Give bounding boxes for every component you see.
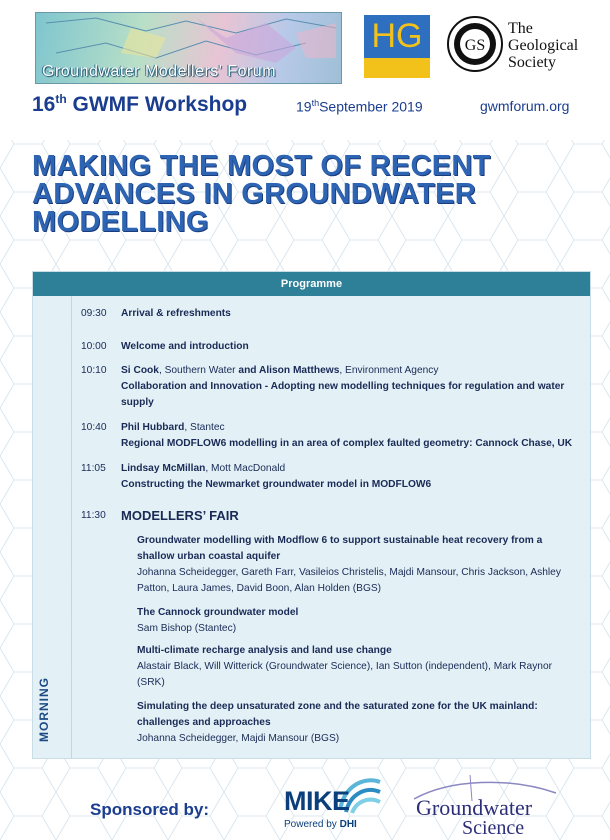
geological-society-seal [447,16,503,72]
hg-logo [364,15,430,78]
talk-title: Constructing the Newmarket groundwater model in MODFLOW6 [121,479,432,490]
row-time: 10:00 [81,341,107,352]
speaker-affiliation: , Stantec [184,422,225,433]
talk-title: Regional MODFLOW6 modelling in an area of complex faulted geometry: Cannock Chase, UK [121,438,573,449]
row-body [121,461,581,493]
fair-talk-authors: Sam Bishop (Stantec) [137,623,237,634]
fair-talk-authors: Alastair Black, Will Witterick (Groundwater Science), Ian Sutton (independent), Mark Raynor (SRK) [137,661,553,688]
row-time: 09:30 [81,308,107,319]
row-title: Arrival & refreshments [121,308,231,319]
speaker-line [121,420,581,436]
row-time: 10:10 [81,365,107,376]
groundwater-science-line1: Groundwater [416,795,533,820]
powered-by-text: Powered by [284,819,340,830]
programme-table [32,271,591,759]
speaker-affiliation: , Southern Water [158,365,236,376]
groundwater-science-line2: Science [462,817,525,839]
dhi-text: DHI [339,819,357,830]
workshop-number: 16 [32,93,56,116]
mike-logo [282,772,392,836]
seal-letters: GS [464,37,486,54]
row-title: Welcome and introduction [121,341,249,352]
hg-logo-text: HG [371,17,423,55]
workshop-date [296,98,423,115]
fair-talk-authors: Johanna Scheidegger, Gareth Farr, Vasileios Christelis, Majdi Mansour, Chris Jackson, Ashley Patton, Laura James, David Boon, Alan Holden (BGS) [137,567,561,594]
fair-talk-authors: Johanna Scheidegger, Majdi Mansour (BGS) [137,733,340,744]
workshop-title-rest: GWMF Workshop [66,93,248,116]
society-name-line: The [508,20,533,37]
date-suffix: th [311,98,320,108]
society-name-line: Society [508,54,556,71]
talk-title: Collaboration and Innovation - Adopting new modelling techniques for regulation and water supply [121,381,565,408]
speaker-name: Phil Hubbard [121,422,185,433]
date-day: 19 [296,98,312,115]
hg-logo-band [364,58,430,78]
speaker-line [121,461,581,477]
title-line: MODELLING [32,206,209,238]
row-time: 11:30 [81,510,106,521]
fair-talk-title: Multi-climate recharge analysis and land use change [137,645,392,656]
fair-talk [137,699,577,747]
fair-talk [137,533,577,597]
programme-header: Programme [33,272,590,296]
society-name-line: Geological [508,37,579,54]
fair-talk-title: Groundwater modelling with Modflow 6 to support sustainable heat recovery from a shallow urban coastal aquifer [137,535,543,562]
workshop-number-suffix: th [55,92,67,106]
fair-talk-title: Simulating the deep unsaturated zone and the saturated zone for the UK mainland: challenges and approaches [137,701,538,728]
fair-talk [137,605,577,637]
mike-powered-by [284,819,357,830]
modellers-fair-heading: MODELLERS’ FAIR [121,508,239,523]
forum-logo-text: Groundwater Modellers' Forum [42,63,277,80]
session-label: MORNING [37,677,51,742]
title-line: ADVANCES IN GROUNDWATER [32,178,477,210]
speaker-name: Alison Matthews [258,365,340,376]
speaker-name: Lindsay McMillan [121,463,206,474]
row-time: 10:40 [81,422,107,433]
row-body [121,420,581,452]
fair-talk-title: The Cannock groundwater model [137,607,299,618]
speaker-name: Si Cook [121,365,159,376]
speaker-affiliation: , Mott MacDonald [205,463,286,474]
groundwater-science-logo [410,775,560,837]
speaker-affiliation: , Environment Agency [339,365,439,376]
website-link[interactable]: gwmforum.org [480,98,570,114]
workshop-title [32,92,247,117]
row-body [121,363,581,411]
date-rest: September 2019 [319,98,423,115]
page-title [32,152,592,236]
row-time: 11:05 [81,463,106,474]
mike-wordmark: MIKE [284,786,350,816]
forum-logo [35,12,342,84]
sponsored-by-label: Sponsored by: [90,800,210,819]
speaker-conjunction: and [235,365,259,376]
fair-talk [137,643,577,691]
speaker-line [121,363,581,379]
column-divider [71,296,72,758]
geological-society-name [508,20,608,71]
title-line: MAKING THE MOST OF RECENT [32,150,491,182]
